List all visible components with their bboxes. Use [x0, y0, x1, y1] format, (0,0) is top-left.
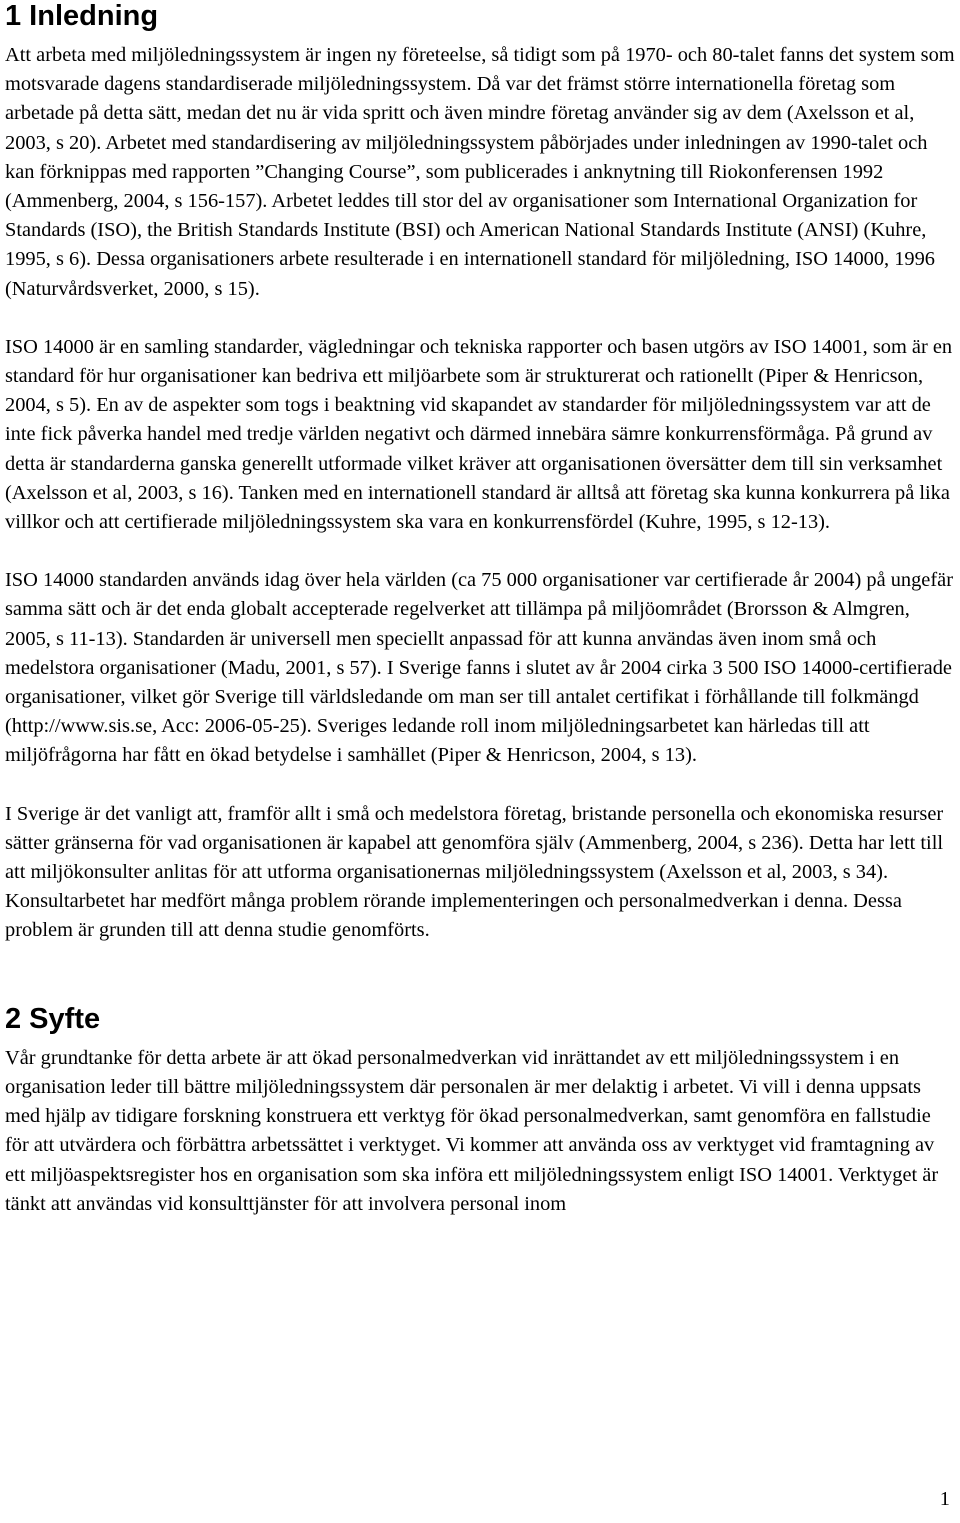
paragraph-inledning-3: ISO 14000 standarden används idag över hela världen (ca 75 000 organisationer var certifierade år 2004) på ungefär samma sätt och är det enda globalt accepterade regelverket att tillämpa på miljöområdet (Brorsson & Almgren, 2005, s 11-13). Standarden är universell men speciellt anpassad för att kunna användas även inom små och medelstora organisationer (Madu, 2001, s 57). I Sverige fanns i slutet av år 2004 cirka 3 500 ISO 14000-certifierade organisationer, vilket gör Sverige till världsledande om man ser till antalet certifikat i förhållande till folkmängd (http://www.sis.se, Acc: 2006-05-25). Sveriges ledande roll inom miljöledningsarbetet kan härledas till att miljöfrågorna har fått en ökad betydelse i samhället (Piper & Henricson, 2004, s 13). [5, 569, 953, 767]
document-page [5, 0, 955, 1219]
page-number: 1 [939, 1488, 950, 1510]
paragraph-inledning-2: ISO 14000 är en samling standarder, vägledningar och tekniska rapporter och basen utgörs av ISO 14001, som är en standard för hur organisationer kan bedriva ett miljöarbete som är strukturerat och rationellt (Piper & Henricson, 2004, s 5). En av de aspekter som togs i beaktning vid skapandet av standarder för miljöledningssystem var att de inte fick påverka handel med tredje världen negativt och därmed innebära sämre konkurrensförmåga. På grund av detta är standarderna ganska generellt utformade vilket kräver att organisationen översätter dem till sin verksamhet (Axelsson et al, 2003, s 16). Tanken med en internationell standard är alltså att företag ska kunna konkurrera på lika villkor och att certifierade miljöledningssystem ska vara en konkurrensfördel (Kuhre, 1995, s 12-13). [5, 335, 953, 534]
section-heading-inledning: 1 Inledning [5, 0, 159, 32]
section-heading-syfte: 2 Syfte [5, 1002, 101, 1035]
paragraph-inledning-1: Att arbeta med miljöledningssystem är ingen ny företeelse, så tidigt som på 1970- och 80-talet fanns det system som motsvarade dagens standardiserade miljöledningssystem. Då var det främst större internationella företag som arbetade på detta sätt, medan det nu är vida spritt och även mindre företag använder sig av dem (Axelsson et al, 2003, s 20). Arbetet med standardisering av miljöledningssystem påbörjades under inledningen av 1990-talet och kan förknippas med rapporten ”Changing Course”, som publicerades i anknytning till Riokonferensen 1992 (Ammenberg, 2004, s 156-157). Arbetet leddes till stor del av organisationer som International Organization for Standards (ISO), the British Standards Institute (BSI) och American National Standards Institute (ANSI) (Kuhre, 1995, s 6). Dessa organisationers arbete resulterade i en internationell standard för miljöledning, ISO 14000, 1996 (Naturvårdsverket, 2000, s 15). [5, 44, 955, 300]
paragraph-inledning-4: I Sverige är det vanligt att, framför allt i små och medelstora företag, bristande personella och ekonomiska resurser sätter gränserna för vad organisationen är kapabel att genomföra själv (Ammenberg, 2004, s 236). Detta har lett till att miljökonsulter anlitas för att utforma organisationernas miljöledningssystem (Axelsson et al, 2003, s 34). Konsultarbetet har medfört många problem rörande implementeringen och personalmedverkan i denna. Dessa problem är grunden till att denna studie genomförts. [5, 802, 944, 942]
paragraph-syfte-1: Vår grundtanke för detta arbete är att ökad personalmedverkan vid inrättandet av ett miljöledningssystem i en organisation leder till bättre miljöledningssystem där personalen är mer delaktig i arbetet. Vi vill i denna uppsats med hjälp av tidigare forskning konstruera ett verktyg för ökad personalmedverkan, samt genomföra en fallstudie för att utvärdera och förbättra arbetssättet i verktyget. Vi kommer att använda oss av verktyget vid framtagning av ett miljöaspektsregister hos en organisation som ska införa ett miljöledningssystem enligt ISO 14001. Verktyget är tänkt att användas vid konsulttjänster för att involvera personal inom [5, 1046, 939, 1215]
